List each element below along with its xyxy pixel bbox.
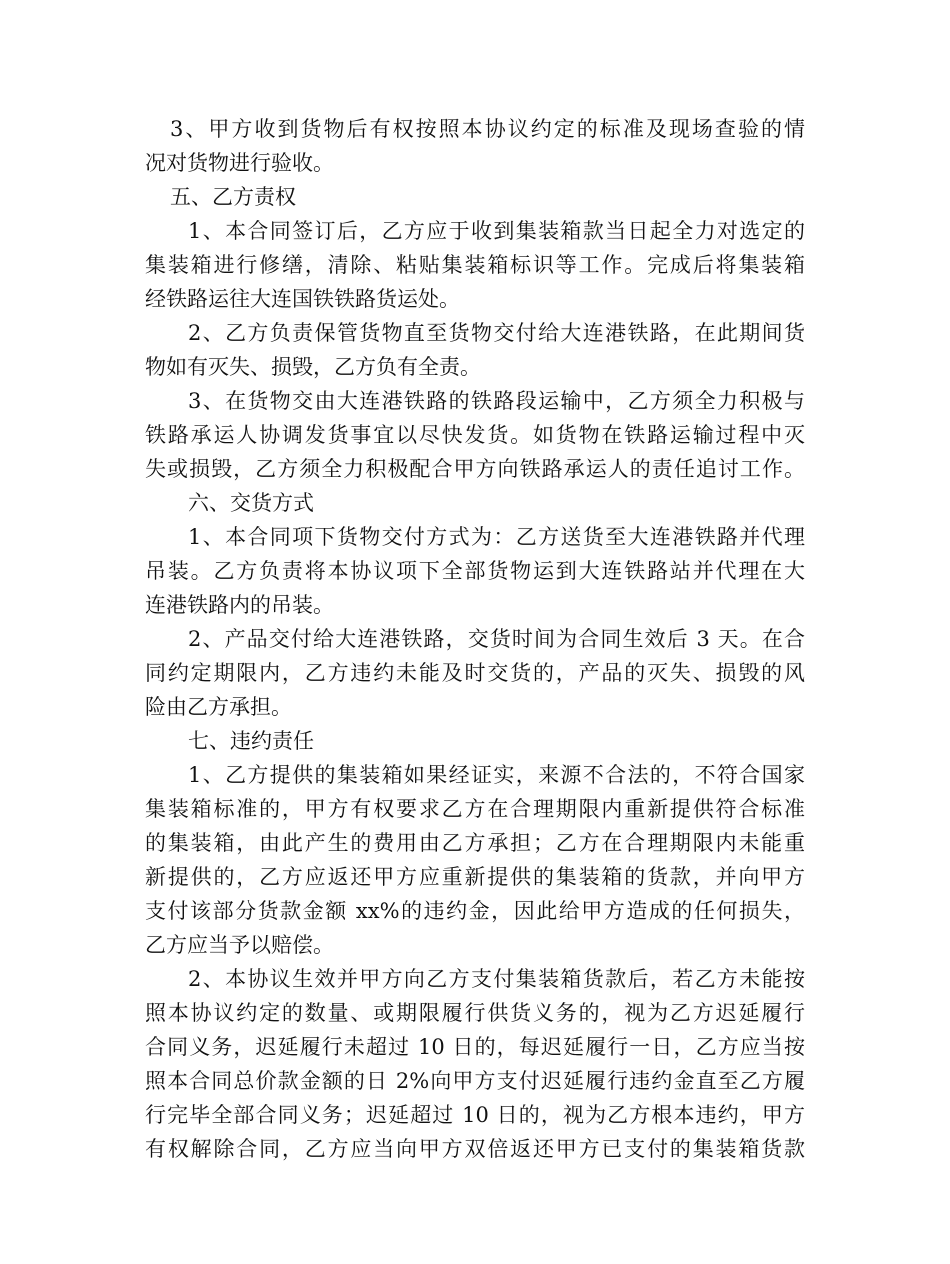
paragraph-line: 2、产品交付给大连港铁路，交货时间为合同生效后 3 天。在合 [188, 627, 805, 651]
paragraph-line: 照本协议约定的数量、或期限履行供货义务的，视为乙方迟延履行 [145, 1001, 805, 1025]
paragraph-line: 3、在货物交由大连港铁路的铁路段运输中，乙方须全力积极与 [188, 389, 805, 413]
paragraph-line: 失或损毁，乙方须全力积极配合甲方向铁路承运人的责任追讨工作。 [145, 457, 805, 481]
paragraph-line: 有权解除合同，乙方应当向甲方双倍返还甲方已支付的集装箱货款 [145, 1137, 805, 1161]
paragraph-line: 同约定期限内，乙方违约未能及时交货的，产品的灭失、损毁的风 [145, 661, 805, 685]
paragraph-line: 集装箱进行修缮，清除、粘贴集装箱标识等工作。完成后将集装箱 [145, 253, 805, 277]
paragraph-line: 支付该部分货款金额 xx%的违约金，因此给甲方造成的任何损失， [145, 899, 805, 923]
section-heading: 七、违约责任 [188, 729, 314, 753]
paragraph-line: 2、本协议生效并甲方向乙方支付集装箱货款后，若乙方未能按 [188, 967, 805, 991]
paragraph-line: 物如有灭失、损毁，乙方负有全责。 [145, 355, 481, 379]
paragraph-line: 乙方应当予以赔偿。 [145, 933, 334, 957]
paragraph-line: 1、本合同项下货物交付方式为：乙方送货至大连港铁路并代理 [188, 525, 805, 549]
paragraph-line: 2、乙方负责保管货物直至货物交付给大连港铁路，在此期间货 [188, 321, 805, 345]
paragraph-line: 险由乙方承担。 [145, 695, 292, 719]
paragraph-line: 3、甲方收到货物后有权按照本协议约定的标准及现场查验的情 [170, 117, 805, 141]
paragraph-line: 的集装箱，由此产生的费用由乙方承担；乙方在合理期限内未能重 [145, 831, 805, 855]
paragraph-line: 照本合同总价款金额的日 2%向甲方支付迟延履行违约金直至乙方履 [145, 1069, 805, 1093]
paragraph-line: 吊装。乙方负责将本协议项下全部货物运到大连铁路站并代理在大 [145, 559, 805, 583]
paragraph-line: 况对货物进行验收。 [145, 151, 334, 175]
paragraph-line: 1、乙方提供的集装箱如果经证实，来源不合法的，不符合国家 [188, 763, 805, 787]
paragraph-line: 1、本合同签订后，乙方应于收到集装箱款当日起全力对选定的 [188, 219, 805, 243]
section-heading: 六、交货方式 [188, 491, 314, 515]
paragraph-line: 行完毕全部合同义务；迟延超过 10 日的，视为乙方根本违约，甲方 [145, 1103, 805, 1127]
section-heading: 五、乙方责权 [170, 185, 296, 209]
paragraph-line: 合同义务，迟延履行未超过 10 日的，每迟延履行一日，乙方应当按 [145, 1035, 805, 1059]
paragraph-line: 新提供的，乙方应返还甲方应重新提供的集装箱的货款，并向甲方 [145, 865, 805, 889]
paragraph-line: 连港铁路内的吊装。 [145, 593, 334, 617]
paragraph-line: 集装箱标准的，甲方有权要求乙方在合理期限内重新提供符合标准 [145, 797, 805, 821]
paragraph-line: 铁路承运人协调发货事宜以尽快发货。如货物在铁路运输过程中灭 [145, 423, 805, 447]
paragraph-line: 经铁路运往大连国铁铁路货运处。 [145, 287, 460, 311]
